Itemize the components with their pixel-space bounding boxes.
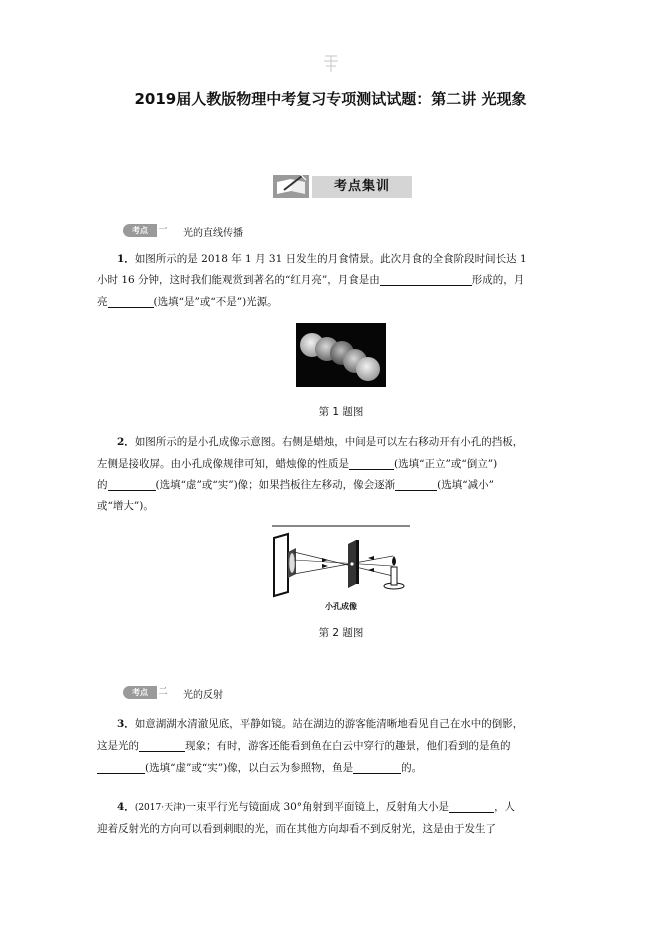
q1-text-3b: (选填“是”或“不是”)光源。 bbox=[153, 296, 278, 308]
section-badge-number: 一 bbox=[158, 225, 168, 235]
q2-text-2a: 左侧是接收屏。由小孔成像规律可知，蜡烛像的性质是 bbox=[97, 458, 349, 470]
q2-number: 2． bbox=[117, 436, 135, 448]
section-badge-label: 考点 bbox=[123, 686, 157, 699]
q1-line3 bbox=[97, 292, 278, 313]
q2-line4: 或“增大”)。 bbox=[97, 500, 154, 512]
q4-line1 bbox=[117, 797, 515, 819]
q1-text-2b: 形成的，月 bbox=[471, 274, 525, 286]
q4-text-1a: 一束平行光与镜面成 30°角射到平面镜上，反射角大小是 bbox=[185, 801, 450, 813]
answer-blank bbox=[353, 760, 401, 774]
q3-text-2a: 这是光的 bbox=[97, 740, 139, 752]
q3-line3 bbox=[97, 758, 422, 779]
q1-line2 bbox=[97, 270, 524, 291]
q4-source: (2017·天津) bbox=[134, 803, 186, 813]
section-badge-label: 考点 bbox=[123, 224, 157, 237]
pinhole-label: 小孔成像 bbox=[325, 602, 357, 611]
q3-text-3a: (选填“虚”或“实”)像，以白云为参照物，鱼是 bbox=[145, 762, 354, 774]
book-pen-icon bbox=[272, 172, 312, 199]
q2-line1 bbox=[117, 432, 523, 453]
answer-blank bbox=[449, 799, 494, 813]
q2-text-2b: (选填“正立”或“倒立”) bbox=[394, 458, 498, 470]
q3-text-2b: 现象；有时，游客还能看到鱼在白云中穿行的趣景，他们看到的是鱼的 bbox=[185, 740, 511, 752]
q3-text-1: 如意湖湖水清澈见底，平静如镜。站在湖边的游客能清晰地看见自己在水中的倒影， bbox=[134, 718, 524, 730]
section-badge-2 bbox=[123, 686, 167, 699]
answer-blank bbox=[349, 456, 394, 470]
q3-number: 3． bbox=[117, 718, 135, 730]
section-badge-1 bbox=[123, 224, 167, 237]
pinhole-diagram bbox=[268, 522, 414, 598]
q1-number: 1． bbox=[117, 253, 135, 265]
q2-line2 bbox=[97, 454, 497, 475]
q1-text-3a: 亮 bbox=[97, 296, 108, 308]
answer-blank bbox=[395, 477, 437, 491]
answer-blank bbox=[108, 477, 156, 491]
answer-blank bbox=[108, 294, 154, 308]
q4-number: 4． bbox=[117, 801, 135, 813]
q4-line2: 迎着反射光的方向可以看到刺眼的光，而在其他方向却看不到反射光，这是由于发生了 bbox=[97, 823, 496, 835]
q3-line2 bbox=[97, 736, 511, 757]
section-badge-number: 二 bbox=[158, 687, 168, 697]
q1-line1 bbox=[117, 249, 527, 270]
lunar-eclipse-image bbox=[296, 323, 386, 387]
q2-line3 bbox=[97, 475, 494, 496]
answer-blank bbox=[380, 272, 472, 286]
q3-line1 bbox=[117, 714, 523, 735]
section-banner bbox=[272, 172, 412, 199]
q2-text-3b: (选填“虚”或“实”)像；如果挡板往左移动，像会逐渐 bbox=[155, 479, 396, 491]
q1-text-2a: 小时 16 分钟，这时我们能观赏到著名的“红月亮”，月食是由 bbox=[97, 274, 380, 286]
figure-caption-2: 第 2 题图 bbox=[318, 627, 364, 639]
figure-caption-1: 第 1 题图 bbox=[318, 406, 364, 418]
page-title: 2019届人教版物理中考复习专项测试试题：第二讲 光现象 bbox=[134, 90, 527, 108]
answer-blank bbox=[97, 760, 145, 774]
q2-text-1: 如图所示的是小孔成像示意图。右侧是蜡烛，中间是可以左右移动开有小孔的挡板， bbox=[134, 436, 524, 448]
section-title-1: 光的直线传播 bbox=[183, 228, 243, 239]
q1-text-1: 如图所示的是 2018 年 1 月 31 日发生的月食情景。此次月食的全食阶段时间长达 1 bbox=[134, 253, 527, 265]
q4-text-1b: ，人 bbox=[494, 801, 516, 813]
answer-blank bbox=[139, 738, 185, 752]
q2-text-3c: (选填“减小” bbox=[437, 479, 495, 491]
q2-text-3a: 的 bbox=[97, 479, 108, 491]
banner-label: 考点集训 bbox=[333, 179, 390, 194]
section-title-2: 光的反射 bbox=[183, 690, 223, 701]
watermark-icon bbox=[321, 52, 341, 74]
q3-text-3b: 的。 bbox=[401, 762, 423, 774]
